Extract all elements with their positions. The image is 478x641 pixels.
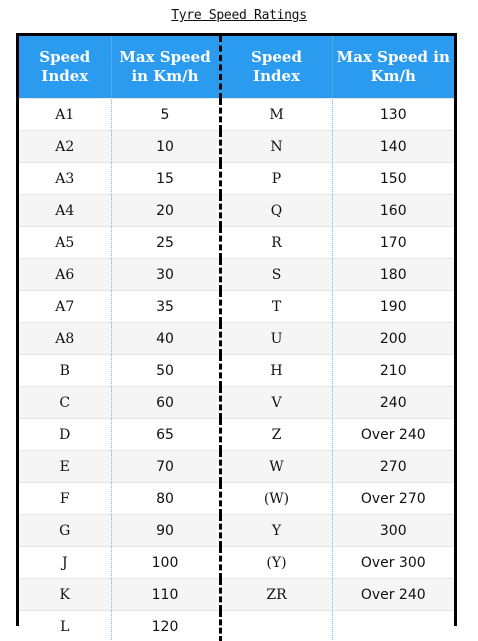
speed-index-cell: A2 <box>19 131 111 163</box>
speed-index-cell: (Y) <box>220 547 332 579</box>
max-speed-cell: Over 270 <box>332 483 454 515</box>
max-speed-cell: 60 <box>111 387 220 419</box>
speed-index-cell: Z <box>220 419 332 451</box>
max-speed-cell: Over 240 <box>332 579 454 611</box>
max-speed-cell: 10 <box>111 131 220 163</box>
speed-index-cell: F <box>19 483 111 515</box>
header-line: Speed <box>251 48 302 66</box>
page-title: Tyre Speed Ratings <box>171 8 307 23</box>
max-speed-cell: 40 <box>111 323 220 355</box>
max-speed-cell: 140 <box>332 131 454 163</box>
table-row <box>19 355 454 387</box>
speed-index-cell: ZR <box>220 579 332 611</box>
max-speed-cell: 15 <box>111 163 220 195</box>
max-speed-cell: 240 <box>332 387 454 419</box>
speed-index-cell: D <box>19 419 111 451</box>
table-row <box>19 323 454 355</box>
speed-index-cell: H <box>220 355 332 387</box>
max-speed-cell: 90 <box>111 515 220 547</box>
table-row <box>19 611 454 641</box>
table-body <box>19 99 454 641</box>
table-row <box>19 227 454 259</box>
speed-index-cell: W <box>220 451 332 483</box>
table-row <box>19 387 454 419</box>
max-speed-cell: 80 <box>111 483 220 515</box>
speed-ratings-table <box>16 33 457 635</box>
speed-index-cell: Y <box>220 515 332 547</box>
max-speed-cell: 200 <box>332 323 454 355</box>
header-max-speed-left <box>111 36 220 99</box>
table-row <box>19 195 454 227</box>
max-speed-cell: 5 <box>111 99 220 131</box>
max-speed-cell: 180 <box>332 259 454 291</box>
header-max-speed-right <box>332 36 454 99</box>
max-speed-cell: 130 <box>332 99 454 131</box>
speed-index-cell: A6 <box>19 259 111 291</box>
speed-index-cell: T <box>220 291 332 323</box>
header-line: Speed <box>39 48 91 66</box>
speed-index-cell: A5 <box>19 227 111 259</box>
max-speed-cell: 100 <box>111 547 220 579</box>
max-speed-cell: Over 240 <box>332 419 454 451</box>
table-row <box>19 419 454 451</box>
speed-index-cell: A3 <box>19 163 111 195</box>
speed-index-cell: R <box>220 227 332 259</box>
max-speed-cell: 120 <box>111 611 220 641</box>
speed-index-cell: A1 <box>19 99 111 131</box>
table-row <box>19 131 454 163</box>
speed-index-cell: Q <box>220 195 332 227</box>
header-line: Max Speed in <box>336 48 450 66</box>
max-speed-cell: 190 <box>332 291 454 323</box>
max-speed-cell <box>332 611 454 641</box>
speed-index-cell: U <box>220 323 332 355</box>
speed-index-cell: (W) <box>220 483 332 515</box>
speed-index-cell: K <box>19 579 111 611</box>
max-speed-cell: 20 <box>111 195 220 227</box>
table-row <box>19 579 454 611</box>
header-line: Max Speed <box>119 48 211 66</box>
speed-index-cell: G <box>19 515 111 547</box>
header-speed-index-left <box>19 36 111 99</box>
max-speed-cell: 270 <box>332 451 454 483</box>
header-line: in Km/h <box>131 67 199 85</box>
max-speed-cell: 50 <box>111 355 220 387</box>
max-speed-cell: 70 <box>111 451 220 483</box>
max-speed-cell: 210 <box>332 355 454 387</box>
header-speed-index-right <box>220 36 332 99</box>
speed-index-cell: A7 <box>19 291 111 323</box>
speed-index-cell: B <box>19 355 111 387</box>
max-speed-cell: 300 <box>332 515 454 547</box>
table-row <box>19 99 454 131</box>
header-line: Index <box>253 67 300 85</box>
header-line: Index <box>41 67 89 85</box>
max-speed-cell: 150 <box>332 163 454 195</box>
max-speed-cell: 110 <box>111 579 220 611</box>
header-line: Km/h <box>370 67 416 85</box>
table-row <box>19 483 454 515</box>
max-speed-cell: 35 <box>111 291 220 323</box>
speed-index-cell: N <box>220 131 332 163</box>
speed-index-cell: A4 <box>19 195 111 227</box>
max-speed-cell: 65 <box>111 419 220 451</box>
speed-index-cell: L <box>19 611 111 641</box>
table-row <box>19 547 454 579</box>
table-row <box>19 259 454 291</box>
table-row <box>19 291 454 323</box>
speed-index-cell <box>220 611 332 641</box>
table-row <box>19 163 454 195</box>
speed-index-cell: C <box>19 387 111 419</box>
speed-index-cell: P <box>220 163 332 195</box>
speed-index-cell: M <box>220 99 332 131</box>
speed-index-cell: E <box>19 451 111 483</box>
speed-index-cell: A8 <box>19 323 111 355</box>
table-row <box>19 515 454 547</box>
max-speed-cell: 160 <box>332 195 454 227</box>
speed-index-cell: S <box>220 259 332 291</box>
speed-index-cell: V <box>220 387 332 419</box>
max-speed-cell: Over 300 <box>332 547 454 579</box>
speed-index-cell: J <box>19 547 111 579</box>
table-header-row <box>19 36 454 99</box>
max-speed-cell: 25 <box>111 227 220 259</box>
table-row <box>19 451 454 483</box>
max-speed-cell: 170 <box>332 227 454 259</box>
max-speed-cell: 30 <box>111 259 220 291</box>
